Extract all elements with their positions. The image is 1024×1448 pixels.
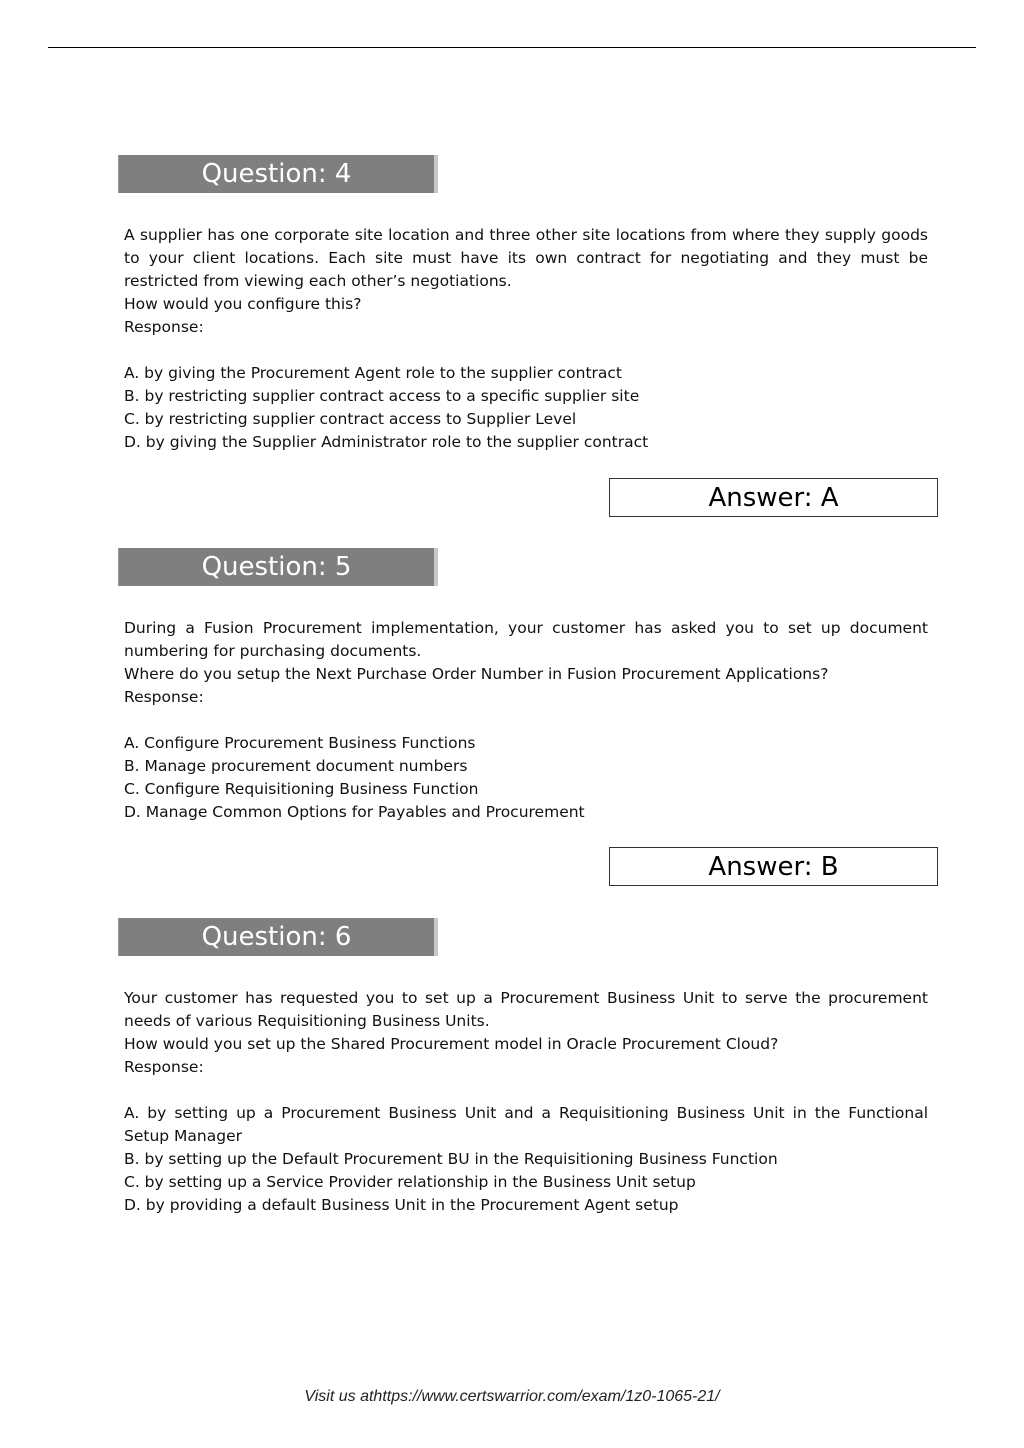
question-6-option-a: A. by setting up a Procurement Business Unit and a Requisitioning Business Unit in the Functional Setup Manager xyxy=(124,1104,928,1145)
question-4-option-b: B. by restricting supplier contract access to a specific supplier site xyxy=(124,387,640,405)
question-6-header xyxy=(118,918,438,956)
question-5-option-a: A. Configure Procurement Business Functions xyxy=(124,734,476,752)
question-5-title: Question: 5 xyxy=(201,552,352,582)
question-4-body xyxy=(124,224,928,454)
question-6-title: Question: 6 xyxy=(201,922,352,952)
question-4-answer: Answer: A xyxy=(708,483,839,513)
question-4-stem: A supplier has one corporate site location and three other site locations from where they supply goods to your client locations. Each site must have its own contract for negotiating and they must be restricted from viewing each other’s negotiations. xyxy=(124,226,928,290)
question-4-option-a: A. by giving the Procurement Agent role to the supplier contract xyxy=(124,364,623,382)
question-6-body xyxy=(124,987,928,1217)
question-5-response-label: Response: xyxy=(124,688,204,706)
question-4-option-c: C. by restricting supplier contract access to Supplier Level xyxy=(124,410,577,428)
question-6-option-d: D. by providing a default Business Unit in the Procurement Agent setup xyxy=(124,1196,679,1214)
question-4-response-label: Response: xyxy=(124,318,204,336)
question-4-answer-box xyxy=(609,478,938,517)
top-rule xyxy=(48,47,976,48)
question-5-body xyxy=(124,617,928,824)
question-4-title: Question: 4 xyxy=(201,159,352,189)
question-5-header xyxy=(118,548,438,586)
question-6-option-c: C. by setting up a Service Provider relationship in the Business Unit setup xyxy=(124,1173,696,1191)
question-4-prompt: How would you configure this? xyxy=(124,295,362,313)
question-5-answer: Answer: B xyxy=(708,852,839,882)
question-4-header xyxy=(118,155,438,193)
footer-link[interactable]: Visit us athttps://www.certswarrior.com/exam/1z0-1065-21/ xyxy=(304,1388,720,1405)
question-5-option-b: B. Manage procurement document numbers xyxy=(124,757,468,775)
question-6-response-label: Response: xyxy=(124,1058,204,1076)
question-5-option-c: C. Configure Requisitioning Business Function xyxy=(124,780,479,798)
question-5-answer-box xyxy=(609,847,938,886)
question-4-option-d: D. by giving the Supplier Administrator role to the supplier contract xyxy=(124,433,649,451)
question-6-prompt: How would you set up the Shared Procurement model in Oracle Procurement Cloud? xyxy=(124,1035,779,1053)
question-5-prompt: Where do you setup the Next Purchase Order Number in Fusion Procurement Applications? xyxy=(124,665,829,683)
question-5-stem: During a Fusion Procurement implementation, your customer has asked you to set up document numbering for purchasing documents. xyxy=(124,619,928,660)
question-6-option-b: B. by setting up the Default Procurement BU in the Requisitioning Business Function xyxy=(124,1150,778,1168)
question-5-option-d: D. Manage Common Options for Payables and Procurement xyxy=(124,803,585,821)
question-6-stem: Your customer has requested you to set up a Procurement Business Unit to serve the procurement needs of various Requisitioning Business Units. xyxy=(124,989,928,1030)
